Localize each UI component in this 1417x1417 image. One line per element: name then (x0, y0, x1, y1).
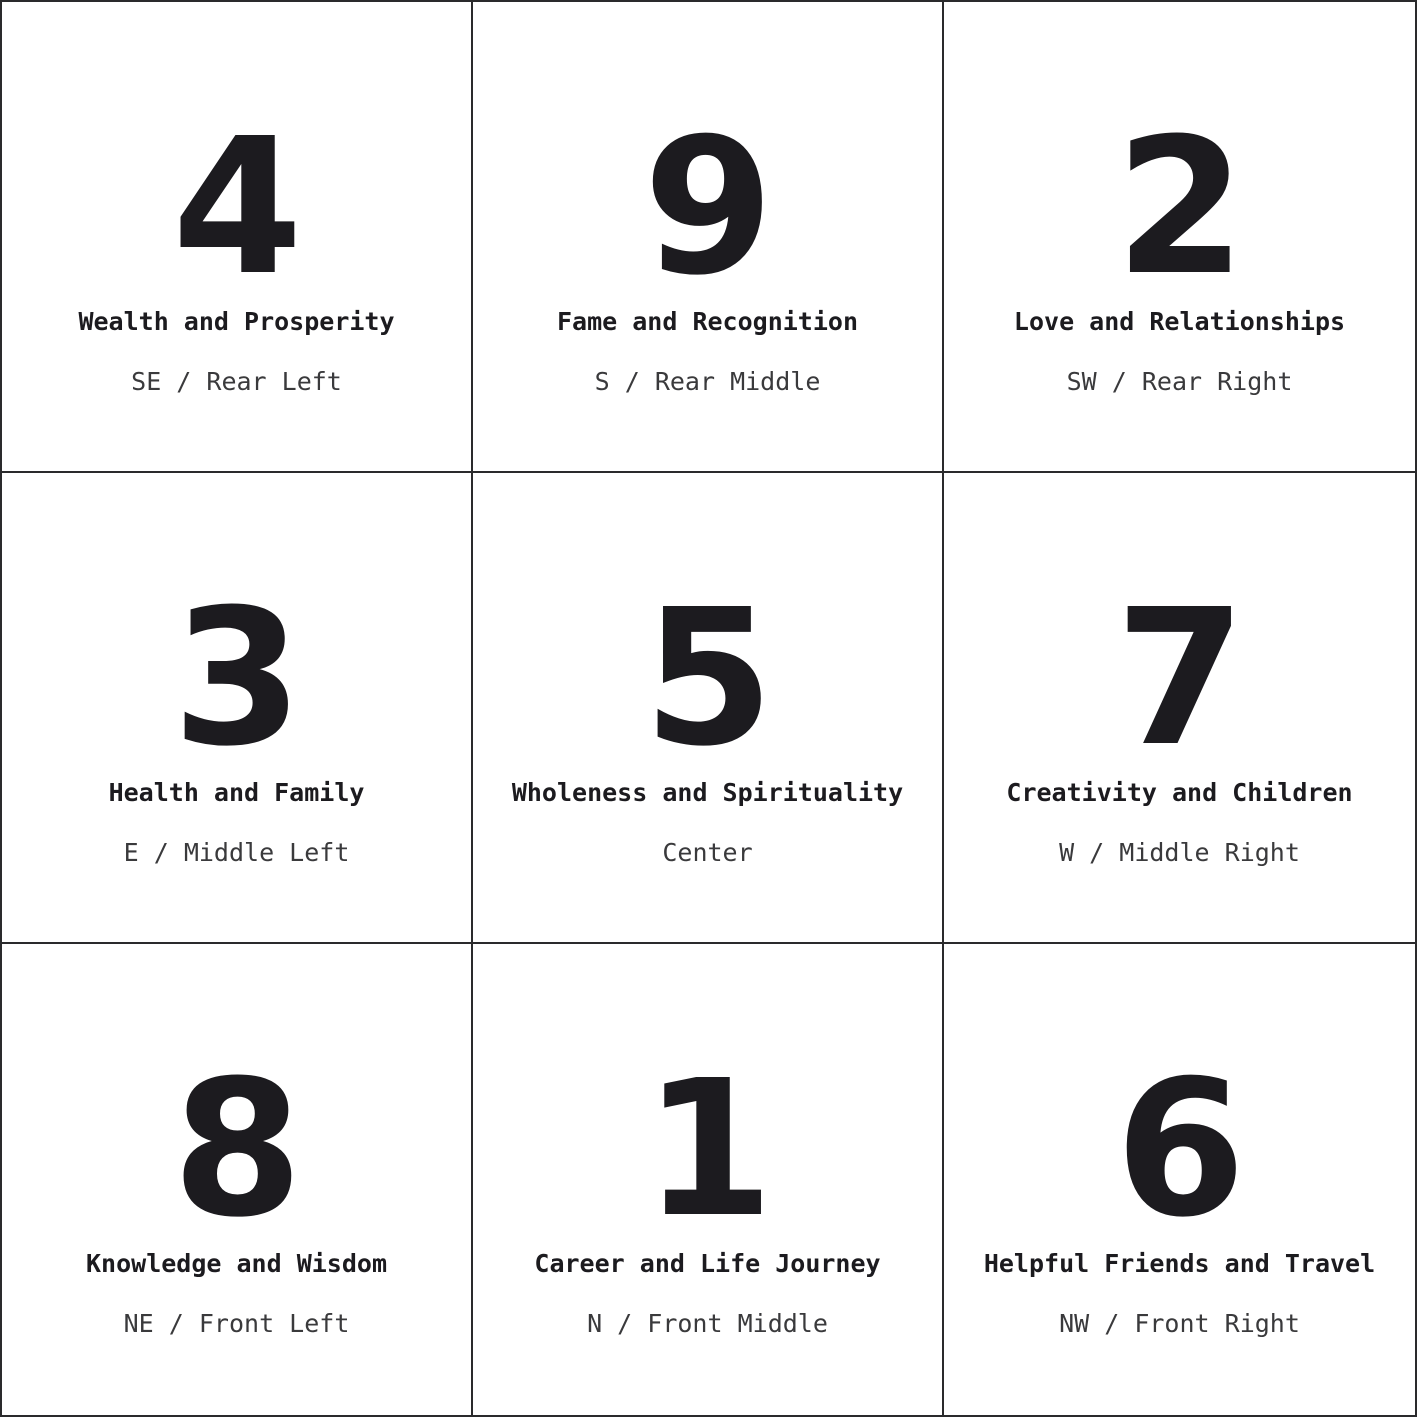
cell-direction-label: S / Rear Middle (594, 367, 821, 396)
cell-direction-label: SE / Rear Left (131, 367, 342, 396)
cell-direction-label: Center (662, 838, 753, 867)
cell-creativity (944, 473, 1415, 944)
cell-direction-label: N / Front Middle (587, 1309, 828, 1338)
cell-direction-label: E / Middle Left (123, 838, 350, 867)
cell-love (944, 2, 1415, 473)
cell-number: 8 (172, 1040, 301, 1259)
cell-number: 9 (643, 98, 772, 317)
cell-knowledge (2, 944, 473, 1415)
cell-area-label: Love and Relationships (1013, 307, 1346, 336)
cell-area-label: Fame and Recognition (556, 307, 859, 336)
cell-area-label: Knowledge and Wisdom (85, 1249, 388, 1278)
cell-number: 2 (1115, 98, 1244, 317)
cell-area-label: Wholeness and Spirituality (511, 778, 904, 807)
cell-number: 5 (643, 569, 772, 788)
cell-direction-label: W / Middle Right (1059, 838, 1300, 867)
cell-number: 1 (643, 1040, 772, 1259)
cell-direction-label: NW / Front Right (1059, 1309, 1300, 1338)
cell-number: 3 (172, 569, 301, 788)
cell-fame (473, 2, 944, 473)
cell-area-label: Career and Life Journey (534, 1249, 881, 1278)
cell-direction-label: NE / Front Left (123, 1309, 350, 1338)
cell-area-label: Helpful Friends and Travel (983, 1249, 1376, 1278)
cell-area-label: Wealth and Prosperity (78, 307, 395, 336)
cell-center (473, 473, 944, 944)
cell-health (2, 473, 473, 944)
cell-area-label: Health and Family (108, 778, 365, 807)
cell-helpful-friends (944, 944, 1415, 1415)
cell-career (473, 944, 944, 1415)
cell-number: 4 (172, 98, 301, 317)
cell-wealth (2, 2, 473, 473)
cell-number: 7 (1115, 569, 1244, 788)
cell-number: 6 (1115, 1040, 1244, 1259)
cell-direction-label: SW / Rear Right (1066, 367, 1293, 396)
cell-area-label: Creativity and Children (1006, 778, 1353, 807)
